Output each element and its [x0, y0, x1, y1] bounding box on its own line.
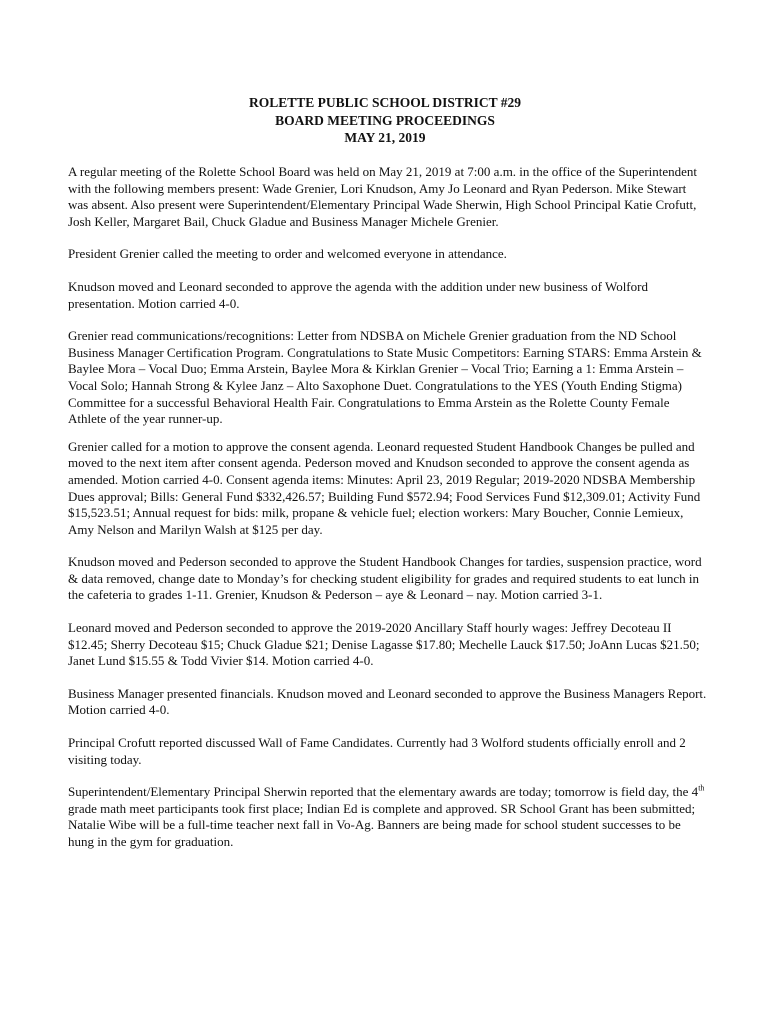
- document-body: [68, 164, 708, 867]
- paragraph-superintendent-report: [68, 784, 708, 850]
- paragraph-handbook-changes: Knudson moved and Pederson seconded to approve the Student Handbook Changes for tardies, suspension practice, word & data removed, change date to Monday’s for checking student eligibility for grades and required students to eat lunch in the cafeteria to grades 1-11. Grenier, Knudson & Pederson – aye & Leonard – nay. Motion carried 3-1.: [68, 554, 702, 603]
- paragraph-financials: Business Manager presented financials. Knudson moved and Leonard seconded to approve the Business Managers Report. Motion carried 4-0.: [68, 685, 707, 718]
- paragraph-consent-agenda: Grenier called for a motion to approve the consent agenda. Leonard requested Student Handbook Changes be pulled and moved to the next item after consent agenda. Pederson moved and Knudson seconded to approve the consent agenda as amended. Motion carried 4-0. Consent agenda items: Minutes: April 23, 2019 Regular; 2019-2020 NDSBA Membership Dues approval; Bills: General Fund $332,426.57; Building Fund $572.94; Food Services Fund $12,309.01; Activity Fund $15,523.51; Annual request for bids: milk, propane & vehicle fuel; election workers: Mary Boucher, Connie Lemieux, Amy Nelson and Marilyn Walsh at $125 per day.: [68, 438, 701, 537]
- paragraph-principal-report: Principal Crofutt reported discussed Wall of Fame Candidates. Currently had 3 Wolford students officially enroll and 2 visiting today.: [68, 735, 686, 767]
- document-heading: [68, 94, 702, 147]
- paragraph-ancillary-wages: Leonard moved and Pederson seconded to approve the 2019-2020 Ancillary Staff hourly wages: Jeffrey Decoteau II $12.45; Sherry Decoteau $15; Chuck Gladue $21; Denise Lagasse $17.80; Mechelle Lauck $17.50; JoAnn Lucas $21.50; Janet Lund $15.55 & Todd Vivier $14. Motion carried 4-0.: [68, 620, 700, 669]
- paragraph-attendance: A regular meeting of the Rolette School Board was held on May 21, 2019 at 7:00 a.m. in the office of the Superintendent with the following members present: Wade Grenier, Lori Knudson, Amy Jo Leonard and Ryan Pederson. Mike Stewart was absent. Also present were Superintendent/Elementary Principal Wade Sherwin, High School Principal Katie Crofutt, Josh Keller, Margaret Bail, Chuck Gladue and Business Manager Michele Grenier.: [68, 164, 698, 229]
- superintendent-report-text-start: Superintendent/Elementary Principal Sherwin reported that the elementary awards are today; tomorrow is field day, the 4: [68, 784, 699, 800]
- district-title: ROLETTE PUBLIC SCHOOL DISTRICT #29: [248, 95, 522, 110]
- meeting-date: MAY 21, 2019: [344, 130, 426, 145]
- proceedings-title: BOARD MEETING PROCEEDINGS: [275, 112, 495, 128]
- superintendent-report-text-end: grade math meet participants took first place; Indian Ed is complete and approved. SR School Grant has been submitted; Natalie Wibe will be a full-time teacher next fall in Vo-Ag. Banners are being made for school student successes to be hung in the gym for graduation.: [68, 800, 696, 849]
- paragraph-call-to-order: President Grenier called the meeting to order and welcomed everyone in attendance.: [68, 246, 507, 262]
- paragraph-agenda-approval: Knudson moved and Leonard seconded to approve the agenda with the addition under new business of Wolford presentation. Motion carried 4-0.: [68, 278, 648, 311]
- paragraph-communications: Grenier read communications/recognitions: Letter from NDSBA on Michele Grenier graduation from the ND School Business Manager Certification Program. Congratulations to State Music Competitors: Earning STARS: Emma Arstein & Baylee Mora – Vocal Duo; Emma Arstein, Baylee Mora & Kirklan Grenier – Vocal Trio; Earning a 1: Emma Arstein – Vocal Solo; Hannah Strong & Kylee Janz – Alto Saxophone Duet. Congratulations to the YES (Youth Ending Stigma) Committee for a successful Behavioral Health Fair. Congratulations to Emma Arstein as the Rolette County Female Athlete of the year runner-up.: [68, 328, 702, 427]
- ordinal-suffix: th: [698, 783, 705, 793]
